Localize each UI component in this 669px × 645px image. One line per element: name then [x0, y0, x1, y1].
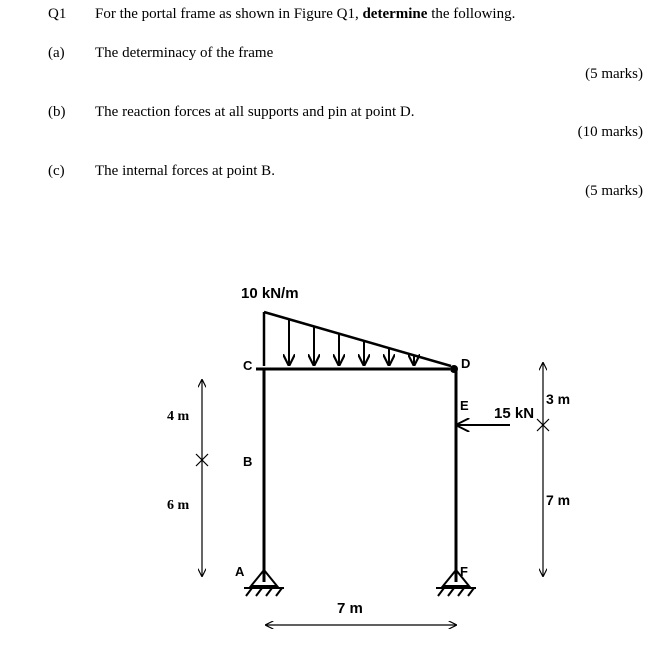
dim-left-lower-label: 6 m: [167, 498, 190, 513]
point-f-label: F: [460, 564, 468, 579]
point-load-label: 15 kN: [494, 405, 535, 422]
point-b-label: B: [243, 454, 253, 469]
question-stem-pre: For the portal frame as shown in Figure Q1,: [95, 6, 363, 22]
distributed-load: [264, 312, 451, 366]
pin-d: [450, 365, 458, 373]
part-c-text: The internal forces at point B.: [95, 163, 275, 179]
distributed-load-label: 10 kN/m: [241, 285, 299, 302]
part-b-text: The reaction forces at all supports and pin at point D.: [95, 104, 415, 120]
part-a-label: (a): [48, 45, 65, 61]
point-c-label: C: [243, 358, 253, 373]
point-d-label: D: [461, 356, 471, 371]
part-b-marks: (10 marks): [577, 124, 643, 140]
dim-right-lower-label: 7 m: [546, 492, 571, 508]
point-a-label: A: [235, 564, 245, 579]
point-e-label: E: [460, 398, 469, 413]
left-dimension: [196, 380, 208, 576]
part-c-marks: (5 marks): [585, 183, 643, 199]
part-c-label: (c): [48, 163, 65, 179]
question-stem-post: the following.: [427, 6, 516, 22]
question-stem-bold: determine: [362, 6, 428, 22]
part-b-label: (b): [48, 104, 66, 120]
dim-right-upper-label: 3 m: [546, 391, 571, 407]
part-a-marks: (5 marks): [585, 66, 643, 82]
dim-span-label: 7 m: [337, 600, 363, 617]
part-a-text: The determinacy of the frame: [95, 45, 274, 61]
frame-members: [256, 369, 456, 582]
question-number: Q1: [48, 6, 67, 22]
dim-left-upper-label: 4 m: [167, 409, 190, 424]
